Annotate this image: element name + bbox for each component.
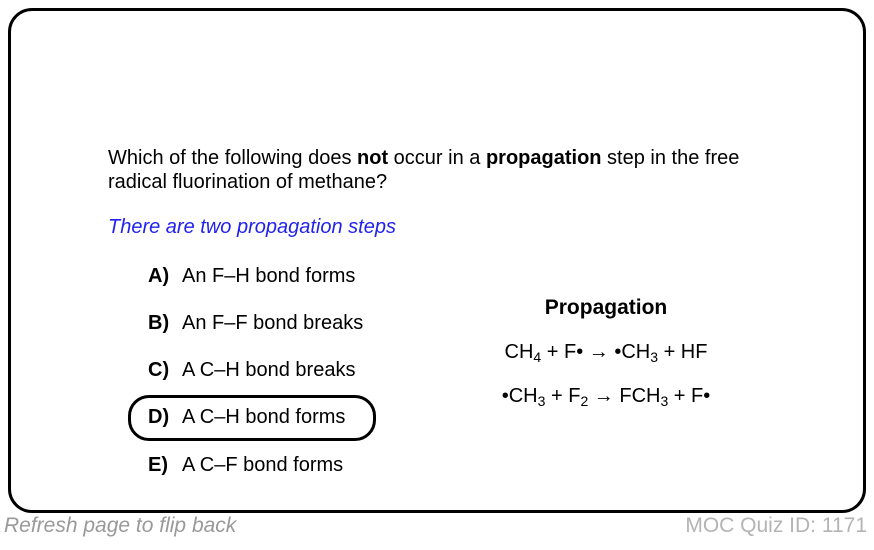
option-letter: A) [148,265,170,287]
propagation-panel-title: Propagation [544,296,668,319]
option-text: A C–F bond forms [182,454,344,476]
quiz-card [8,8,866,513]
option-text: An F–F bond breaks [182,312,364,334]
flip-back-instruction: Refresh page to flip back [4,514,237,537]
answer-option-e[interactable] [148,454,343,477]
propagation-equation-1: $CH_4$ + F• → $•CH_3$ + HF [504,341,708,365]
option-text: An F–H bond forms [182,265,356,287]
option-letter: C) [148,359,170,381]
answer-option-d-selected[interactable] [128,395,376,441]
propagation-equation-2: $•CH_3 + F_2 \to FCH_3$ + F• [501,385,711,409]
answer-option-b[interactable] [148,312,363,335]
hint-text: There are two propagation steps [108,216,396,238]
option-text: A C–H bond forms [182,406,346,428]
answer-option-a[interactable] [148,265,355,288]
quiz-id-label: MOC Quiz ID: 1171 [685,514,867,537]
answer-option-c[interactable] [148,359,355,382]
option-text: A C–H bond breaks [182,359,356,381]
question-text: Which of the following does not occur in a propagation step in the free radical fluorination of methane? [108,147,740,193]
option-letter: E) [148,454,168,476]
option-letter: D) [148,406,170,428]
option-letter: B) [148,312,170,334]
